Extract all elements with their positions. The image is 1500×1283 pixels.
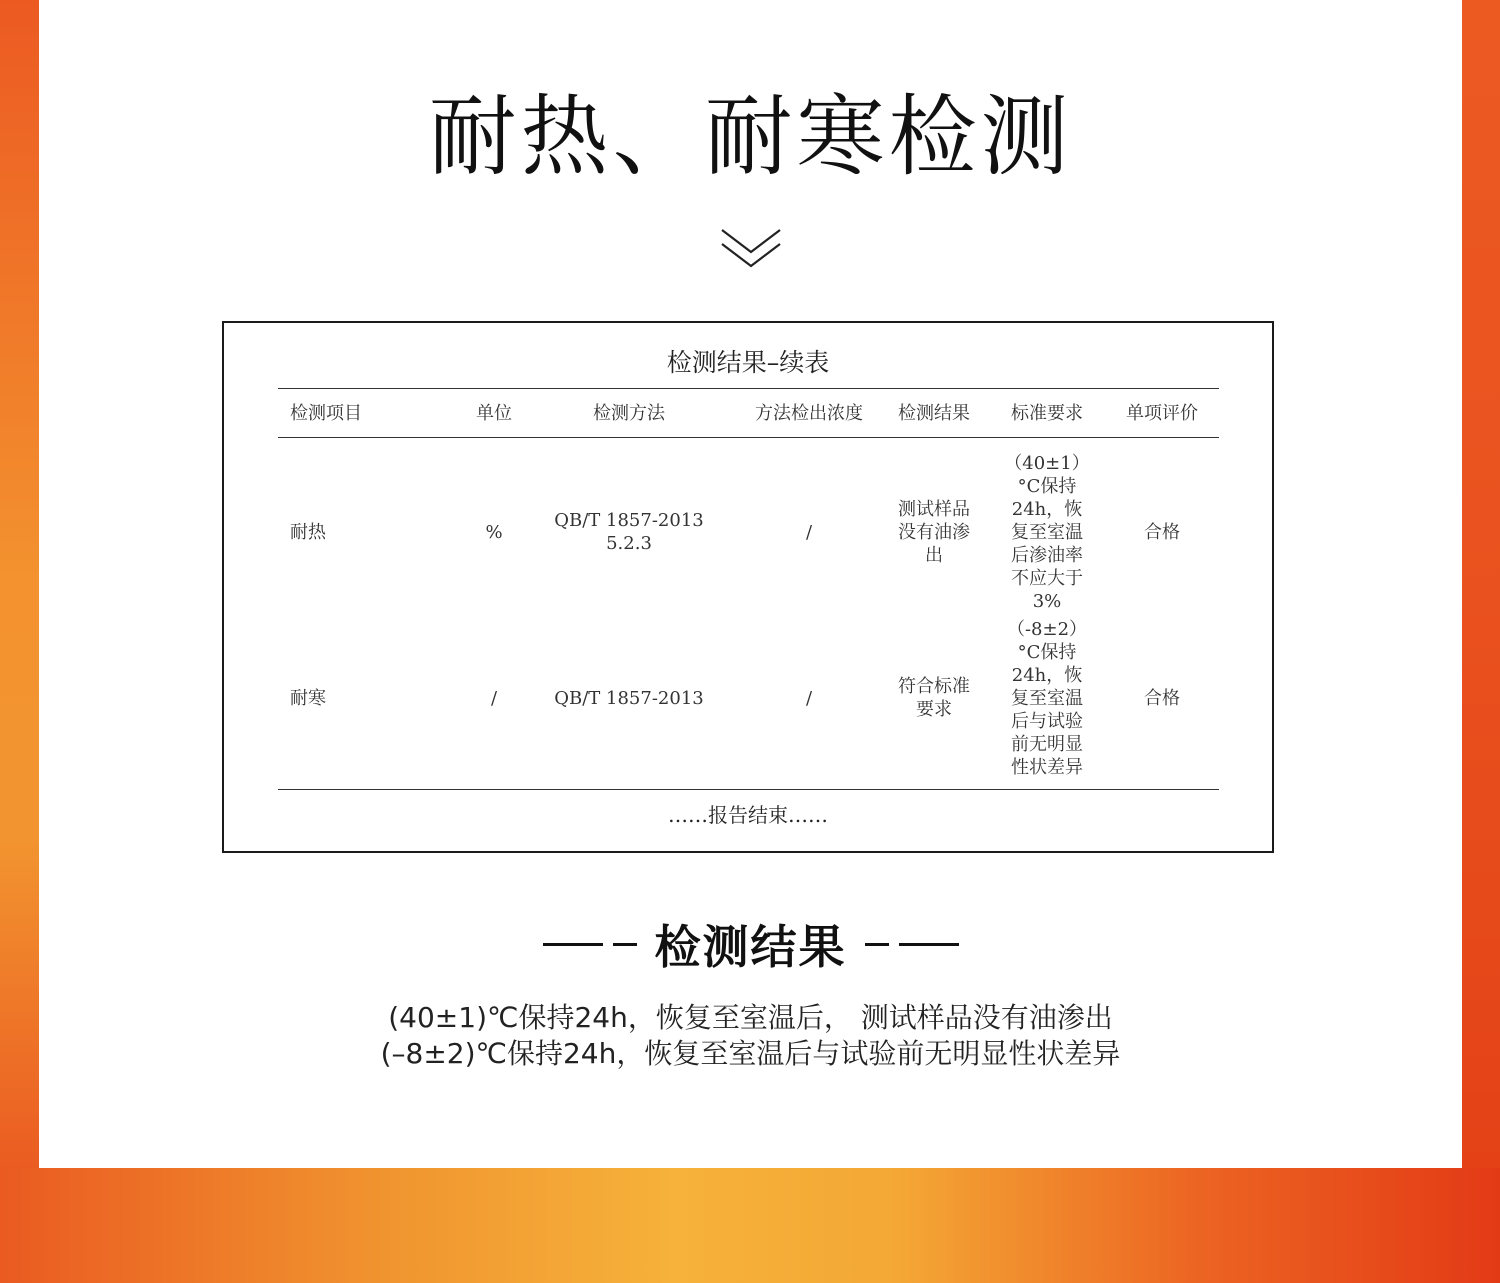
header-unit: 单位 <box>476 403 512 424</box>
row1-evaluation: 合格 <box>1144 521 1180 543</box>
right-orange-border <box>1462 0 1500 1283</box>
row2-item: 耐寒 <box>290 687 326 709</box>
dash-long <box>899 943 959 946</box>
row2-result: 符合标准 要求 <box>898 676 970 720</box>
report-table-box <box>222 321 1274 853</box>
summary-text <box>39 1000 1462 1072</box>
summary-line-heat: (40±1)℃保持24h，恢复至室温后， 测试样品没有油渗出 <box>388 1001 1113 1034</box>
double-chevron-down-icon <box>720 226 782 270</box>
left-orange-border <box>0 0 39 1283</box>
row2-unit: / <box>490 687 498 709</box>
table-bottom-rule <box>278 789 1219 790</box>
report-end-text: ……报告结束…… <box>668 803 828 827</box>
dash-long <box>543 943 603 946</box>
report-title: 检测结果–续表 <box>666 348 830 377</box>
header-detection-limit: 方法检出浓度 <box>755 403 863 424</box>
dash-short <box>613 943 637 946</box>
heading-right-dashes <box>865 943 959 946</box>
row2-evaluation: 合格 <box>1144 687 1180 709</box>
row1-standard: （40±1） °C保持 24h，恢 复至室温 后渗油率 不应大于 3% <box>1004 452 1090 612</box>
section-heading <box>39 914 1462 974</box>
row2-method: QB/T 1857-2013 <box>554 687 704 709</box>
table-header-rule <box>278 437 1219 438</box>
content-panel <box>39 0 1462 1168</box>
header-item: 检测项目 <box>290 403 362 424</box>
header-standard: 标准要求 <box>1011 403 1083 424</box>
summary-line-cold: (–8±2)℃保持24h，恢复至室温后与试验前无明显性状差异 <box>380 1037 1121 1070</box>
row2-standard: （-8±2） °C保持 24h，恢 复至室温 后与试验 前无明显 性状差异 <box>1006 618 1088 778</box>
header-method: 检测方法 <box>593 403 665 424</box>
row2-detection-limit: / <box>805 687 813 709</box>
header-evaluation: 单项评价 <box>1126 403 1198 424</box>
dash-short <box>865 943 889 946</box>
page-title: 耐热、耐寒检测 <box>428 85 1073 188</box>
row1-detection-limit: / <box>805 521 813 543</box>
row1-result: 测试样品 没有油渗 出 <box>898 498 970 566</box>
row1-item: 耐热 <box>290 521 326 543</box>
row1-unit: % <box>485 521 503 543</box>
row1-method: QB/T 1857-2013 5.2.3 <box>554 510 704 554</box>
heading-left-dashes <box>543 943 637 946</box>
header-result: 检测结果 <box>898 403 970 424</box>
table-top-rule <box>278 388 1219 389</box>
section-heading-text: 检测结果 <box>654 920 847 974</box>
bottom-orange-band <box>0 1168 1500 1283</box>
